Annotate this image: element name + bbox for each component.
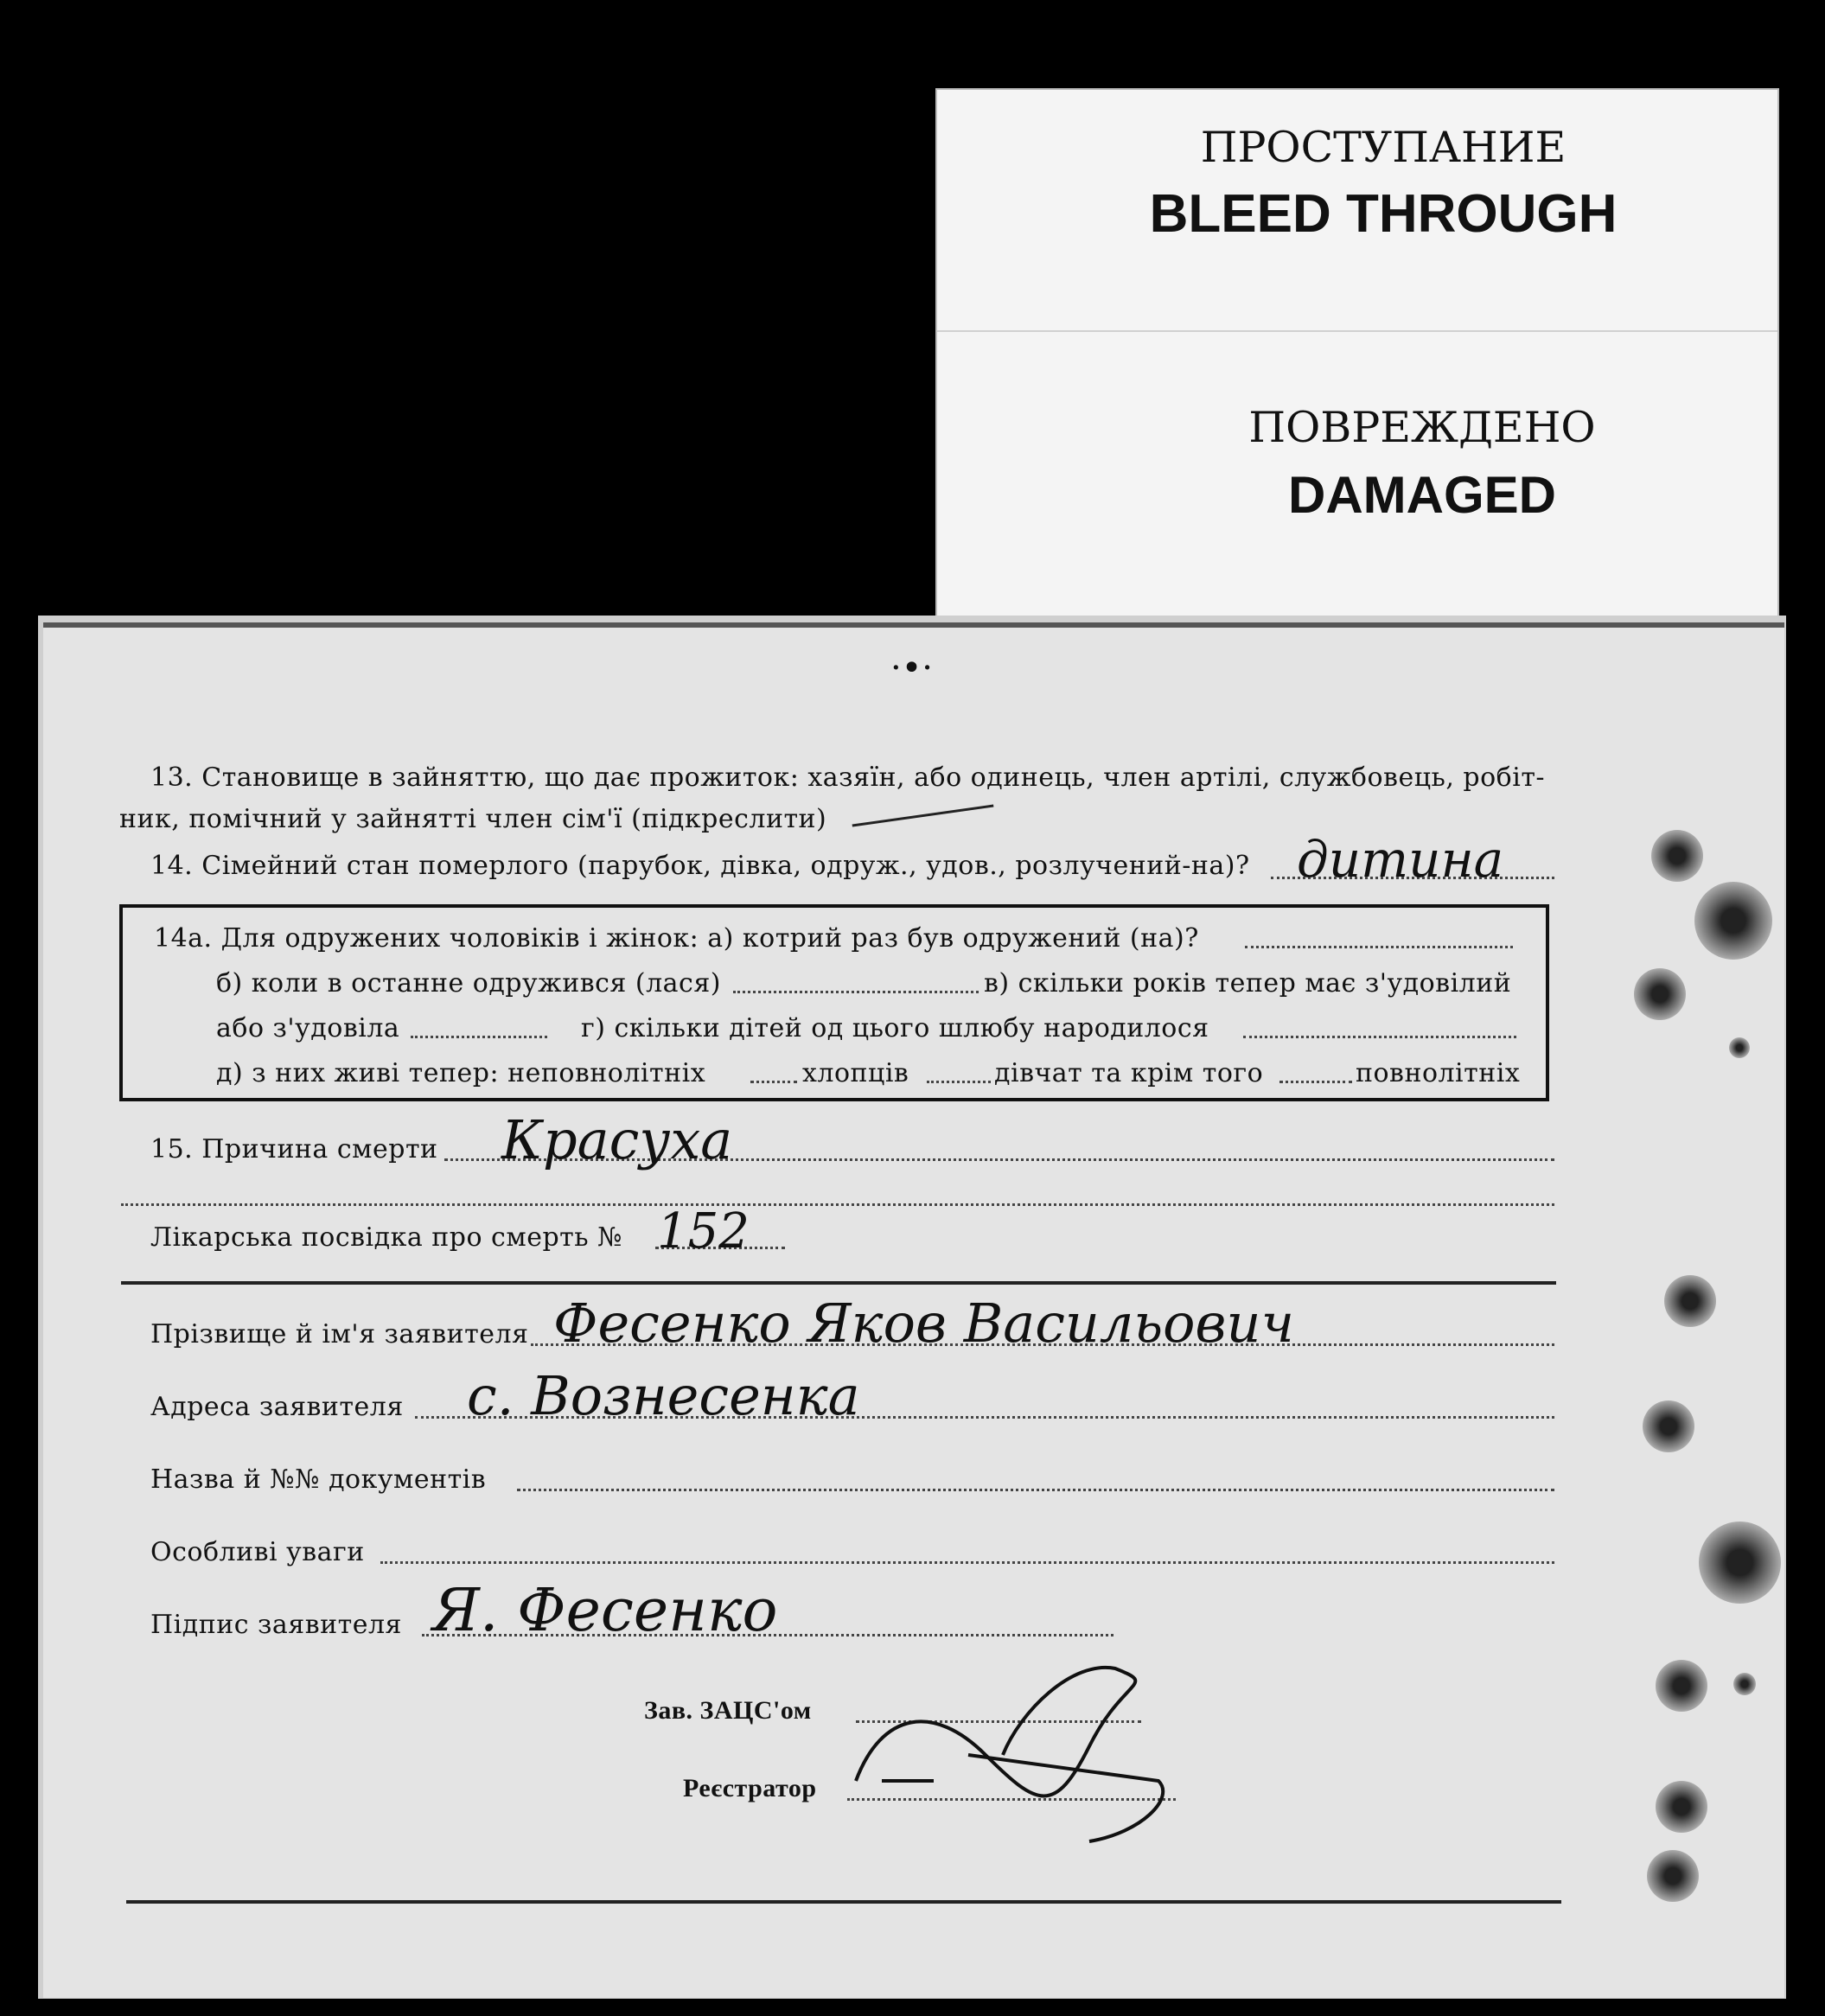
registry-head-label: Зав. ЗАЦС'ом [644, 1696, 812, 1725]
q14a-line4a: д) з них живі тепер: неповнолітніх [216, 1058, 706, 1088]
notice-damaged-ru: ПОВРЕЖДЕНО [1248, 403, 1596, 452]
q14a-b-field [733, 991, 979, 993]
registrar-signature-scrawl [830, 1651, 1193, 1859]
medical-certificate-number: 152 [657, 1203, 750, 1260]
damage-hole [1729, 1037, 1750, 1058]
bottom-rule [126, 1900, 1561, 1904]
q13-line2: ник, помічний у зайнятті член сім'ї (підкреслити) [119, 804, 827, 834]
documents-label: Назва й №№ документів [150, 1464, 487, 1495]
registrar-label: Реєстратор [683, 1774, 817, 1802]
q15-second-line [121, 1203, 1554, 1206]
q14a-line3b: г) скільки дітей од цього шлюбу народилося [581, 1013, 1209, 1043]
special-notes-line [380, 1561, 1554, 1564]
q14-label: 14. Сімейний стан померлого (парубок, дівка, одруж., удов., розлучений-на)? [150, 851, 1250, 881]
damage-hole [1664, 1275, 1716, 1327]
q15-label: 15. Причина смерти [150, 1134, 438, 1164]
q14a-line4b: хлопців [802, 1058, 909, 1088]
medical-certificate-label: Лікарська посвідка про смерть № [150, 1222, 623, 1253]
applicant-name-handwritten: Фесенко Яков Васильович [553, 1292, 1295, 1355]
notice-fold-line [937, 330, 1777, 332]
damage-hole [1733, 1673, 1756, 1695]
q15-handwritten-cause: Красуха [501, 1108, 733, 1171]
q14a-girls-field [1279, 1081, 1352, 1083]
notice-damaged-en: DAMAGED [1288, 466, 1556, 524]
special-notes-label: Особливі уваги [150, 1537, 365, 1567]
damage-hole [1699, 1522, 1781, 1604]
q14-handwritten-answer: дитина [1297, 830, 1504, 889]
q14a-line4d: повнолітніх [1356, 1058, 1521, 1088]
q14a-boys-field [927, 1081, 991, 1083]
applicant-address-label: Адреса заявителя [150, 1392, 404, 1422]
q14a-line2b: в) скільки років тепер має з'удовілий [984, 968, 1512, 998]
ornament-dots-icon: ·•· [890, 648, 934, 688]
applicant-address-handwritten: с. Вознесенка [467, 1364, 860, 1427]
q14a-line4c: дівчат та крім того [994, 1058, 1264, 1088]
q14a-line3a: або з'удовіла [216, 1013, 400, 1043]
damage-hole [1634, 968, 1686, 1020]
damage-hole [1651, 830, 1703, 882]
q13-line1: 13. Становище в зайняттю, що дає прожиток: хазяїн, або одинець, член артілі, службовець, робіт- [150, 762, 1546, 793]
q14a-line2a: б) коли в останне одружився (лася) [216, 968, 721, 998]
q14a-minors-field [750, 1081, 797, 1083]
q14a-a-field [1245, 946, 1513, 948]
applicant-signature-label: Підпис заявителя [150, 1610, 402, 1640]
applicant-signature-handwritten: Я. Фесенко [432, 1577, 778, 1645]
q14a-widowed-field [411, 1036, 547, 1038]
damage-hole [1647, 1850, 1699, 1902]
damage-hole [1694, 882, 1772, 960]
damage-hole [1656, 1660, 1707, 1712]
section-divider [121, 1281, 1556, 1285]
damage-hole [1643, 1400, 1694, 1452]
documents-line [517, 1489, 1554, 1491]
applicant-name-label: Прізвище й ім'я заявителя [150, 1319, 529, 1349]
notice-bleed-through-en: BLEED THROUGH [1149, 184, 1618, 244]
notice-bleed-through-ru: ПРОСТУПАНИЕ [1200, 123, 1567, 172]
q14a-g-field [1243, 1036, 1516, 1038]
q14a-line1: 14а. Для одружених чоловіків і жінок: а) котрий раз був одружений (на)? [154, 923, 1199, 954]
condition-notice-card [935, 88, 1779, 645]
damage-hole [1656, 1781, 1707, 1833]
